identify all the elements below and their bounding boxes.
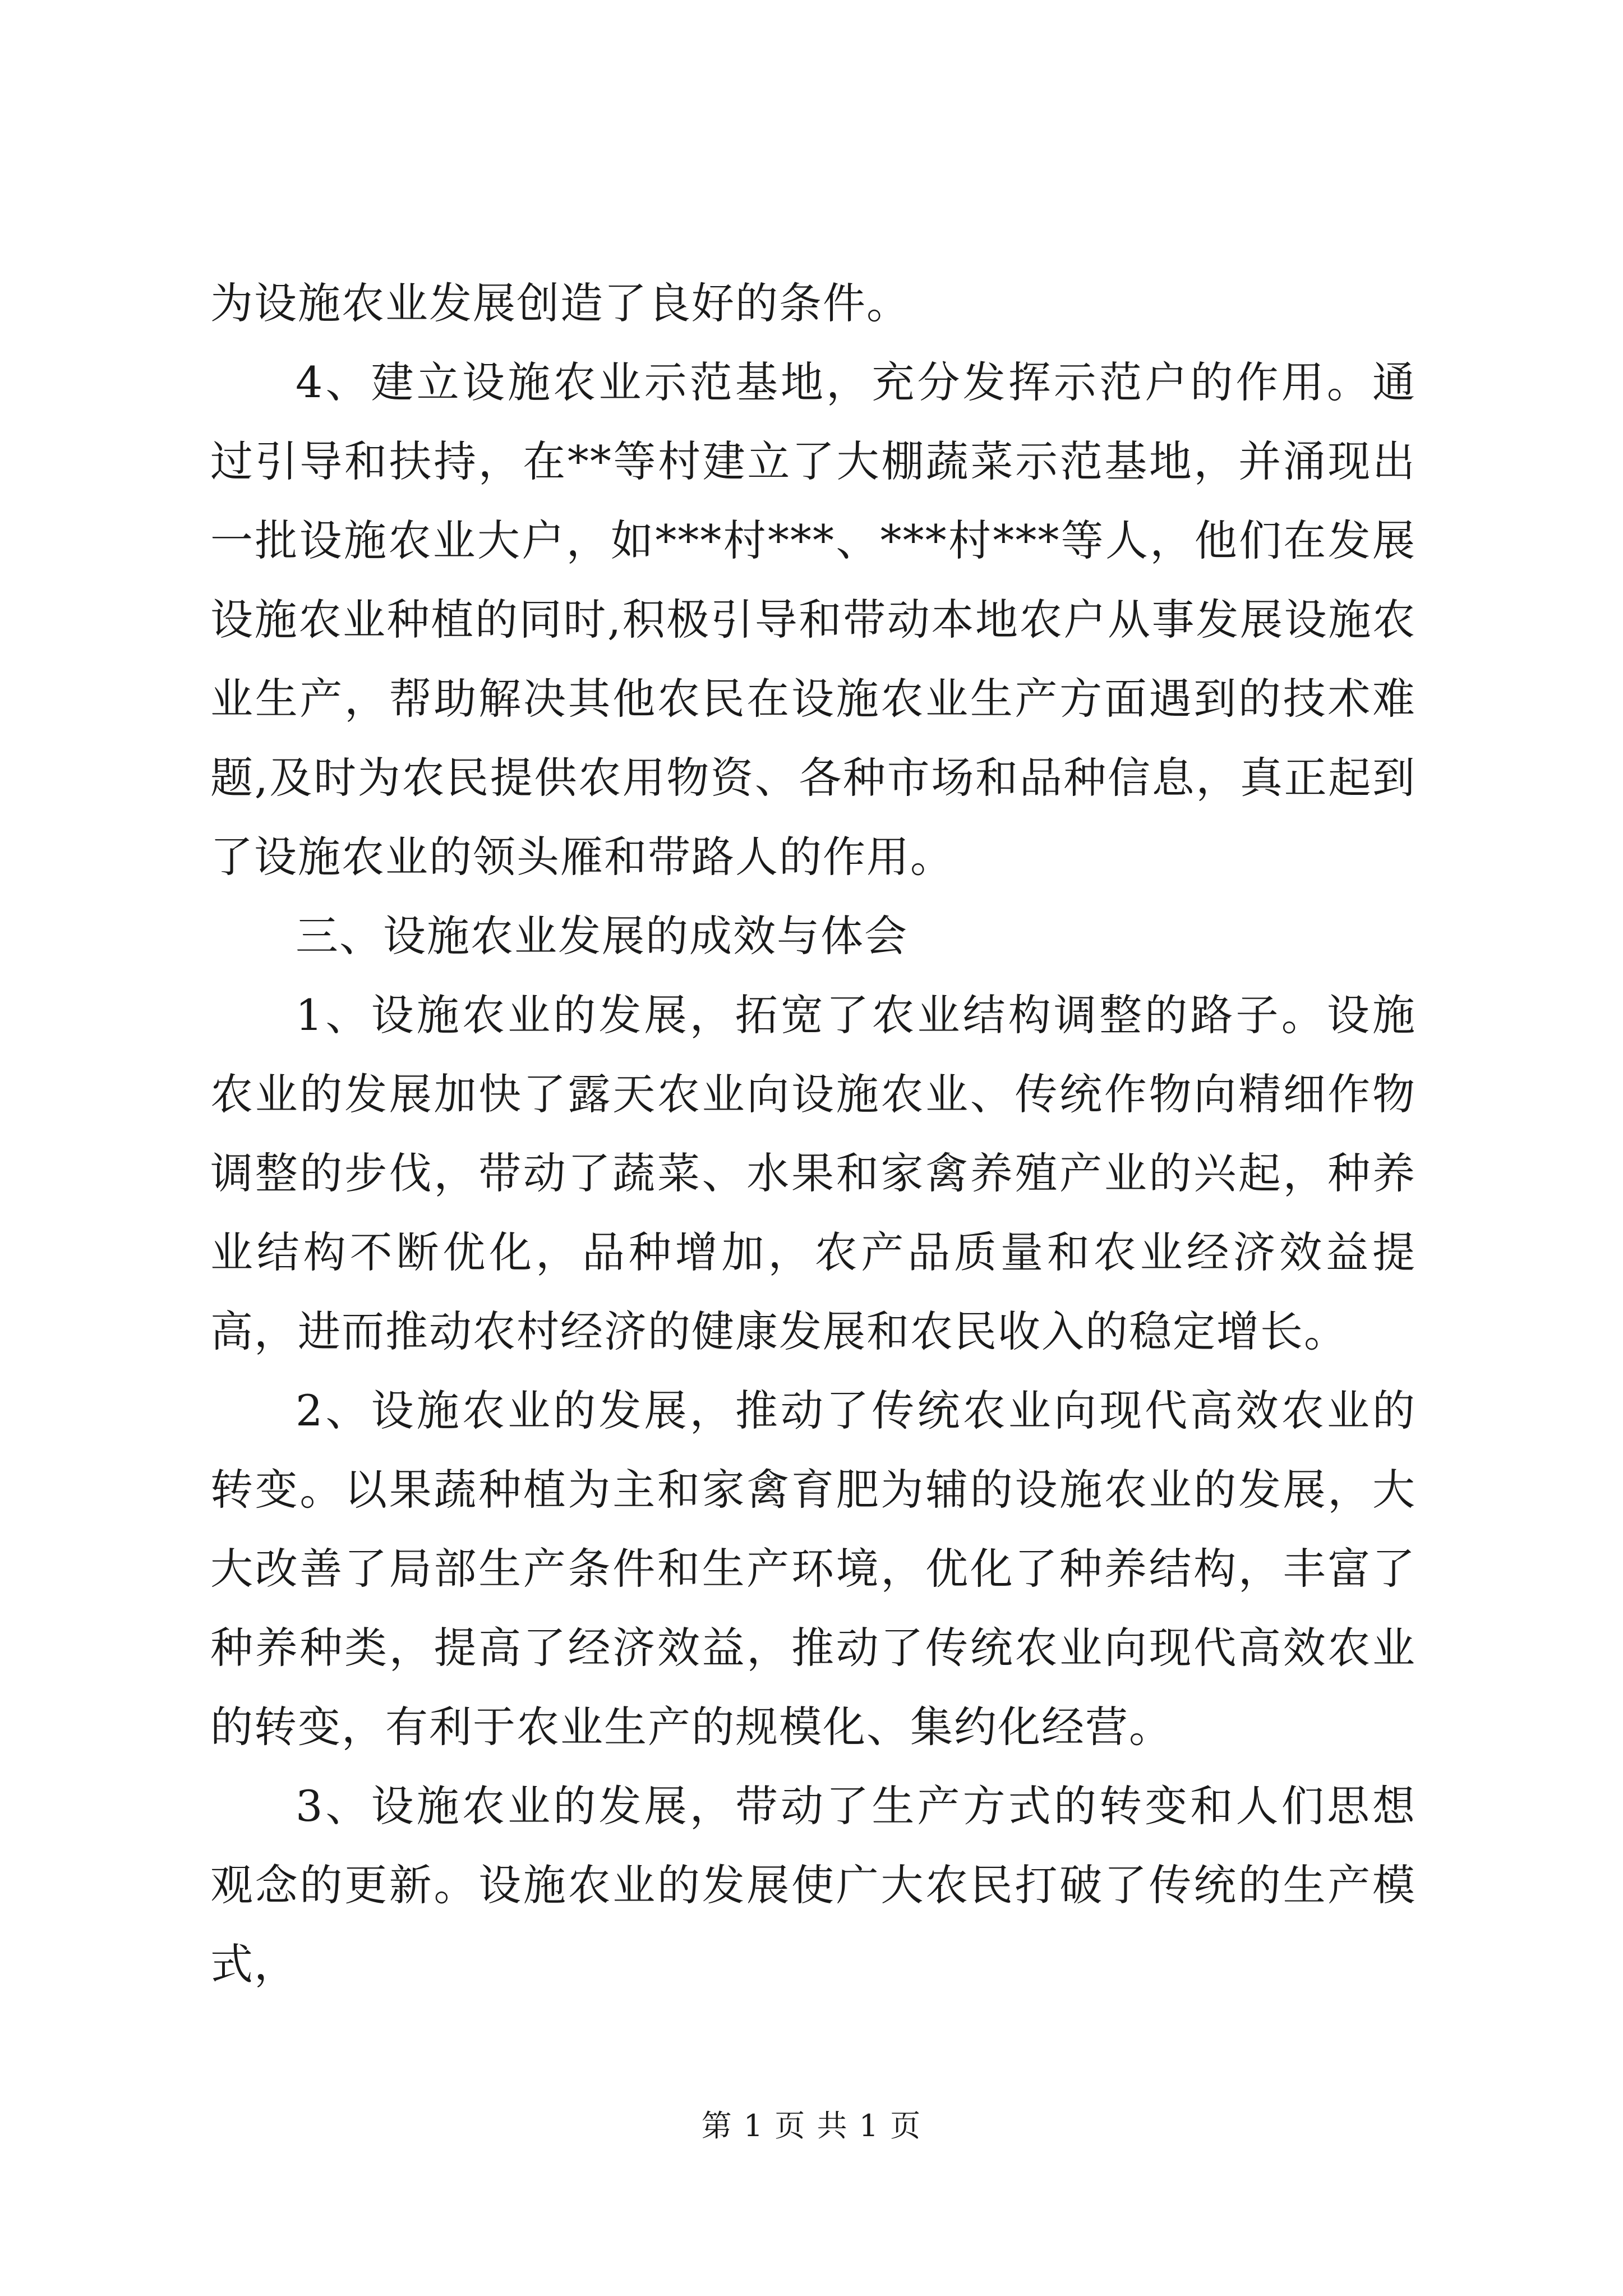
paragraph-item-2: 2、设施农业的发展，推动了传统农业向现代高效农业的转变。以果蔬种植为主和家禽育肥为辅的设施农业的发展，大大改善了局部生产条件和生产环境，优化了种养结构，丰富了种养种类，提高了经济效益，推动了传统农业向现代高效农业的转变，有利于农业生产的规模化、集约化经营。	[210, 1386, 1416, 1752]
paragraph-item-1: 1、设施农业的发展，拓宽了农业结构调整的路子。设施农业的发展加快了露天农业向设施农业、传统作物向精细作物调整的步伐，带动了蔬菜、水果和家禽养殖产业的兴起，种养业结构不断优化，品种增加，农产品质量和农业经济效益提高，进而推动农村经济的健康发展和农民收入的稳定增长。	[210, 990, 1416, 1356]
page-footer: 第 1 页 共 1 页	[701, 2108, 922, 2143]
document-body	[210, 264, 1416, 2004]
paragraph-continuation: 为设施农业发展创造了良好的条件。	[210, 278, 910, 328]
section-heading-3: 三、设施农业发展的成效与体会	[296, 911, 908, 961]
paragraph-item-3: 3、设施农业的发展，带动了生产方式的转变和人们思想观念的更新。设施农业的发展使广大农民打破了传统的生产模式，	[210, 1781, 1416, 1989]
paragraph-item-4: 4、建立设施农业示范基地，充分发挥示范户的作用。通过引导和扶持，在**等村建立了大棚蔬菜示范基地，并涌现出一批设施农业大户，如***村***、***村***等人，他们在发展设施农业种植的同时,积极引导和带动本地农户从事发展设施农业生产，帮助解决其他农民在设施农业生产方面遇到的技术难题,及时为农民提供农用物资、各种市场和品种信息，真正起到了设施农业的领头雁和带路人的作用。	[210, 357, 1416, 882]
